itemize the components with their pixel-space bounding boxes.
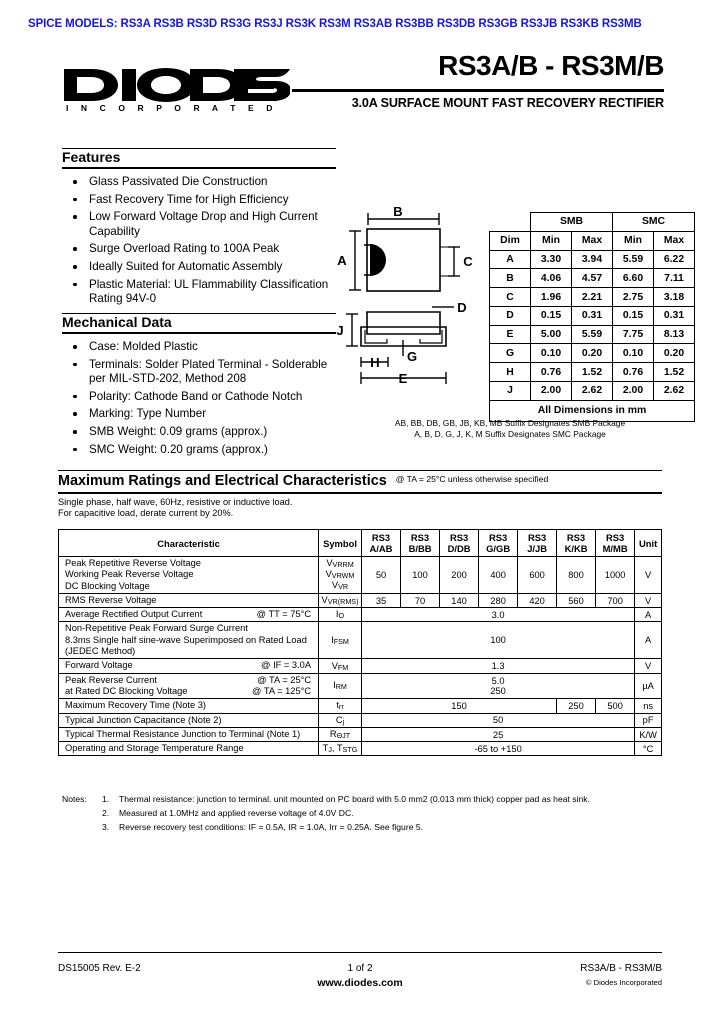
dim-name: E: [490, 325, 531, 344]
note-text: Thermal resistance: junction to terminal. unit mounted on PC board with 5.0 mm2 (0.013 mm thick) copper pad as heat sink.: [119, 794, 590, 804]
dim-value: 0.76: [613, 363, 654, 382]
row-characteristic: [59, 608, 319, 622]
list-item: Plastic Material: UL Flammability Classification Rating 94V-0: [62, 278, 336, 306]
dim-value: 1.52: [654, 363, 695, 382]
dim-name: D: [490, 306, 531, 325]
footer-copyright: © Diodes Incorporated: [585, 978, 662, 987]
dim-value: 0.76: [531, 363, 572, 382]
table-row: [490, 269, 695, 288]
device-label: RS3 M/MB: [602, 532, 628, 554]
dim-value: 0.31: [654, 306, 695, 325]
dim-value: 2.75: [613, 288, 654, 307]
table-row: [59, 659, 662, 673]
dim-value: 0.15: [531, 306, 572, 325]
row-symbol: TJ, TSTG: [319, 742, 362, 756]
list-item: Marking: Type Number: [62, 407, 336, 421]
table-row-header: [59, 530, 662, 557]
dim-col-smb-max: Max: [572, 231, 613, 250]
table-row-header: [490, 231, 695, 250]
dim-value: 6.22: [654, 250, 695, 269]
list-item: Polarity: Cathode Band or Cathode Notch: [62, 390, 336, 404]
cell-unit: K/W: [635, 727, 662, 741]
device-label: RS3 G/GB: [486, 532, 511, 554]
table-row: [59, 699, 662, 713]
symbol-sub: VRWM: [331, 571, 355, 581]
row-symbol: trr: [319, 699, 362, 713]
list-item: Glass Passivated Die Construction: [62, 175, 336, 189]
col-device-b: [401, 530, 440, 557]
note-item: 2. Measured at 1.0MHz and applied reverse voltage of 4.0V DC.: [102, 808, 354, 819]
page-title: RS3A/B - RS3M/B: [438, 50, 664, 81]
row-characteristic: [59, 673, 319, 699]
cell-value-merged: [361, 673, 634, 699]
ratings-heading-block: [58, 470, 662, 494]
row-characteristic: [59, 622, 319, 659]
list-item: Surge Overload Rating to 100A Peak: [62, 242, 336, 256]
cell-value: 70: [401, 593, 440, 607]
dim-label-e: E: [398, 371, 408, 386]
dim-label-d: D: [457, 300, 467, 315]
cell-value: 250: [557, 699, 596, 713]
dim-col-smc-min: Min: [613, 231, 654, 250]
dim-name: A: [490, 250, 531, 269]
dimensions-table: [489, 212, 695, 422]
col-device-a: [361, 530, 400, 557]
cell-value: 560: [557, 593, 596, 607]
dim-value: 4.06: [531, 269, 572, 288]
list-item: Case: Molded Plastic: [62, 340, 336, 354]
characteristic-line: Peak Repetitive Reverse Voltage: [65, 558, 201, 568]
cell-value: 400: [479, 557, 518, 594]
dim-name: C: [490, 288, 531, 307]
cell-value: 1000: [596, 557, 635, 594]
table-row: [59, 673, 662, 699]
dim-name: G: [490, 344, 531, 363]
row-characteristic: Maximum Recovery Time (Note 3): [59, 699, 319, 713]
cell-value: 800: [557, 557, 596, 594]
cell-value: 140: [440, 593, 479, 607]
note-text: Measured at 1.0MHz and applied reverse voltage of 4.0V DC.: [119, 808, 354, 819]
col-characteristic: Characteristic: [59, 530, 319, 557]
characteristic-line: Working Peak Reverse Voltage: [65, 569, 194, 580]
dim-group-smb: SMB: [531, 213, 613, 232]
row-characteristic: Operating and Storage Temperature Range: [59, 742, 319, 756]
list-item: Ideally Suited for Automatic Assembly: [62, 260, 336, 274]
row-symbol: IO: [319, 608, 362, 622]
note-item: 1. Thermal resistance: junction to terminal. unit mounted on PC board with 5.0 mm2 (0.013 mm thick) copper pad as heat sink.: [102, 794, 590, 804]
ratings-table: [58, 529, 662, 756]
package-outline-drawing: [332, 206, 482, 411]
ratings-subtitle-2: For capacitive load, derate current by 20%.: [58, 508, 234, 519]
dim-value: 0.31: [572, 306, 613, 325]
row-characteristic: Typical Junction Capacitance (Note 2): [59, 713, 319, 727]
col-device-j: [518, 530, 557, 557]
col-symbol: Symbol: [319, 530, 362, 557]
dim-value: 0.15: [613, 306, 654, 325]
dim-name: B: [490, 269, 531, 288]
dim-value: 3.30: [531, 250, 572, 269]
features-heading: Features: [62, 149, 121, 165]
logo-incorporated-text: I N C O R P O R A T E D: [66, 103, 278, 113]
col-unit: Unit: [635, 530, 662, 557]
cell-value: 200: [440, 557, 479, 594]
row-symbol: VVRRM VVRWM VVR: [319, 557, 362, 594]
dim-label-c: C: [463, 254, 473, 269]
dim-name: H: [490, 363, 531, 382]
list-item: SMC Weight: 0.20 grams (approx.): [62, 443, 336, 457]
dim-value: 7.75: [613, 325, 654, 344]
mechanical-rule-bottom: [62, 332, 336, 334]
dim-value: 2.62: [572, 382, 613, 401]
device-label: RS3 A/AB: [369, 532, 393, 554]
characteristic-line: (JEDEC Method): [65, 646, 136, 657]
dim-value: 2.00: [531, 382, 572, 401]
dim-value: 3.18: [654, 288, 695, 307]
cell-value: 35: [361, 593, 400, 607]
suffix-note-smc: A, B, D, G, J, K, M Suffix Designates SMC Package: [414, 429, 606, 439]
cell-unit: °C: [635, 742, 662, 756]
row-symbol: RΘJT: [319, 727, 362, 741]
ratings-rule-bottom: [58, 492, 662, 494]
diodes-wordmark-icon: [62, 68, 290, 102]
package-suffix-notes: [340, 418, 680, 440]
dim-corner-cell: [490, 213, 531, 232]
footer-doc-id: DS15005 Rev. E-2: [58, 963, 141, 974]
row-characteristic: RMS Reverse Voltage: [59, 593, 319, 607]
dim-label-h: H: [370, 355, 380, 370]
cell-unit: V: [635, 557, 662, 594]
cell-value-merged: 1.3: [361, 659, 634, 673]
cell-value: 700: [596, 593, 635, 607]
dim-col-smc-max: Max: [654, 231, 695, 250]
cell-value-merged: 50: [361, 713, 634, 727]
dim-name: J: [490, 382, 531, 401]
table-row: [490, 363, 695, 382]
row-condition: @ IF = 3.0A: [261, 660, 312, 671]
dimensions-units-note: All Dimensions in mm: [490, 400, 695, 421]
cell-value-merged: -65 to +150: [361, 742, 634, 756]
row-symbol: IFSM: [319, 622, 362, 659]
dim-value: 0.10: [531, 344, 572, 363]
ratings-subtitle-1: Single phase, half wave, 60Hz, resistive or inductive load.: [58, 497, 293, 507]
dim-label-g: G: [406, 349, 418, 364]
characteristic-line: at Rated DC Blocking Voltage: [65, 685, 188, 696]
table-row: [490, 306, 695, 325]
cell-value: 100: [401, 557, 440, 594]
notes-section: [62, 793, 672, 835]
dim-value: 8.13: [654, 325, 695, 344]
cell-value-merged: 150: [361, 699, 556, 713]
package-diagram-icon: [332, 206, 482, 406]
dim-group-smc: SMC: [613, 213, 695, 232]
symbol-sub: VR: [338, 582, 349, 592]
characteristic-line: Non-Repetitive Peak Forward Surge Current: [65, 623, 248, 634]
cell-value-merged: 100: [361, 622, 634, 659]
cell-value: 600: [518, 557, 557, 594]
footer-page-number: 1 of 2: [347, 963, 373, 974]
cell-value: 420: [518, 593, 557, 607]
mechanical-data-section: [62, 313, 336, 460]
ratings-heading: Maximum Ratings and Electrical Characteristics: [58, 473, 387, 489]
table-row: [490, 288, 695, 307]
footer-divider: [58, 952, 662, 953]
col-device-m: [596, 530, 635, 557]
features-rule-bottom: [62, 167, 336, 169]
footer-part-range: RS3A/B - RS3M/B: [580, 963, 662, 974]
cell-unit: V: [635, 593, 662, 607]
header-title-block: [292, 52, 664, 110]
diodes-logo: [62, 68, 292, 113]
cell-unit: A: [635, 622, 662, 659]
row-condition: @ TT = 75°C: [256, 609, 312, 620]
dim-value: 0.20: [654, 344, 695, 363]
col-device-g: [479, 530, 518, 557]
list-item: Fast Recovery Time for High Efficiency: [62, 193, 336, 207]
dim-value: 0.20: [572, 344, 613, 363]
list-item: Terminals: Solder Plated Terminal - Solderable per MIL-STD-202, Method 208: [62, 358, 336, 386]
cell-value: 50: [361, 557, 400, 594]
cell-unit: ns: [635, 699, 662, 713]
dim-value: 2.62: [654, 382, 695, 401]
ratings-condition: @ TA = 25°C unless otherwise specified: [395, 474, 549, 484]
dim-value: 2.00: [613, 382, 654, 401]
dim-value: 6.60: [613, 269, 654, 288]
dim-value: 0.10: [613, 344, 654, 363]
table-row: [59, 742, 662, 756]
features-list: [62, 175, 336, 306]
footer-right-block: [580, 963, 662, 987]
dim-value: 1.52: [572, 363, 613, 382]
cell-value: 500: [596, 699, 635, 713]
dim-value: 3.94: [572, 250, 613, 269]
row-symbol: VFM: [319, 659, 362, 673]
symbol-sub: VRRM: [332, 560, 354, 570]
cell-value-merged: 25: [361, 727, 634, 741]
cell-value: 5.0: [491, 675, 505, 686]
device-label: RS3 K/KB: [564, 532, 588, 554]
row-condition: @ TA = 125°C: [251, 685, 312, 696]
table-row: [59, 727, 662, 741]
row-symbol: Cj: [319, 713, 362, 727]
characteristic-line: DC Blocking Voltage: [65, 580, 150, 591]
characteristic-line: Forward Voltage: [65, 660, 133, 671]
row-condition: @ TA = 25°C: [257, 674, 312, 685]
dim-label-j: J: [336, 323, 344, 338]
characteristic-line: Peak Reverse Current: [65, 674, 157, 685]
row-characteristic: [59, 659, 319, 673]
device-label: RS3 D/DB: [447, 532, 471, 554]
table-row: [490, 344, 695, 363]
row-characteristic: Typical Thermal Resistance Junction to Terminal (Note 1): [59, 727, 319, 741]
dim-col-smb-min: Min: [531, 231, 572, 250]
table-row: [59, 713, 662, 727]
suffix-note-smb: AB, BB, DB, GB, JB, KB, MB Suffix Designates SMB Package: [394, 418, 626, 428]
table-row: [490, 250, 695, 269]
dim-value: 5.59: [572, 325, 613, 344]
notes-label: Notes:: [62, 794, 87, 804]
notes-list: [62, 793, 672, 834]
table-row: [490, 382, 695, 401]
table-row: [59, 593, 662, 607]
list-item: Low Forward Voltage Drop and High Current Capability: [62, 210, 336, 238]
cell-unit: A: [635, 608, 662, 622]
table-row: [59, 608, 662, 622]
table-row-group-header: [490, 213, 695, 232]
cell-unit: µA: [635, 673, 662, 699]
title-divider: [292, 89, 664, 92]
dim-value: 4.57: [572, 269, 613, 288]
symbol-sub: VR(RMS): [327, 597, 359, 607]
table-row: [490, 325, 695, 344]
dim-value: 2.21: [572, 288, 613, 307]
col-device-d: [440, 530, 479, 557]
features-section: [62, 148, 336, 310]
col-device-k: [557, 530, 596, 557]
dim-value: 5.59: [613, 250, 654, 269]
ratings-subtitle-block: [58, 497, 292, 520]
device-label: RS3 B/BB: [408, 532, 432, 554]
table-row: [59, 622, 662, 659]
dim-value: 1.96: [531, 288, 572, 307]
cell-value-merged: 3.0: [361, 608, 634, 622]
dim-col-dim: Dim: [490, 231, 531, 250]
row-symbol: IRM: [319, 673, 362, 699]
page-subtitle: 3.0A SURFACE MOUNT FAST RECOVERY RECTIFIER: [351, 96, 664, 110]
dim-label-a: A: [337, 253, 347, 268]
cell-unit: pF: [635, 713, 662, 727]
row-characteristic: [59, 557, 319, 594]
characteristic-line: 8.3ms Single half sine-wave Superimposed on Rated Load: [65, 634, 307, 645]
characteristic-line: Average Rectified Output Current: [65, 609, 203, 620]
dim-value: 5.00: [531, 325, 572, 344]
note-item: 3. Reverse recovery test conditions: IF = 0.5A, IR = 1.0A, Irr = 0.25A. See figure 5.: [102, 822, 424, 833]
note-text: Reverse recovery test conditions: IF = 0.5A, IR = 1.0A, Irr = 0.25A. See figure 5.: [119, 822, 424, 833]
dim-label-b: B: [393, 206, 403, 219]
row-symbol: VVR(RMS): [319, 593, 362, 607]
mechanical-heading: Mechanical Data: [62, 314, 172, 330]
footer-url[interactable]: www.diodes.com: [317, 977, 403, 989]
cell-value: 280: [479, 593, 518, 607]
mechanical-list: [62, 340, 336, 457]
device-label: RS3 J/JB: [527, 532, 547, 554]
spice-models-header: SPICE MODELS: RS3A RS3B RS3D RS3G RS3J RS3K RS3M RS3AB RS3BB RS3DB RS3GB RS3JB RS3KB RS3MB: [28, 18, 642, 30]
list-item: SMB Weight: 0.09 grams (approx.): [62, 425, 336, 439]
cell-unit: V: [635, 659, 662, 673]
cell-value: 250: [490, 685, 506, 696]
table-row: [59, 557, 662, 594]
dim-value: 7.11: [654, 269, 695, 288]
